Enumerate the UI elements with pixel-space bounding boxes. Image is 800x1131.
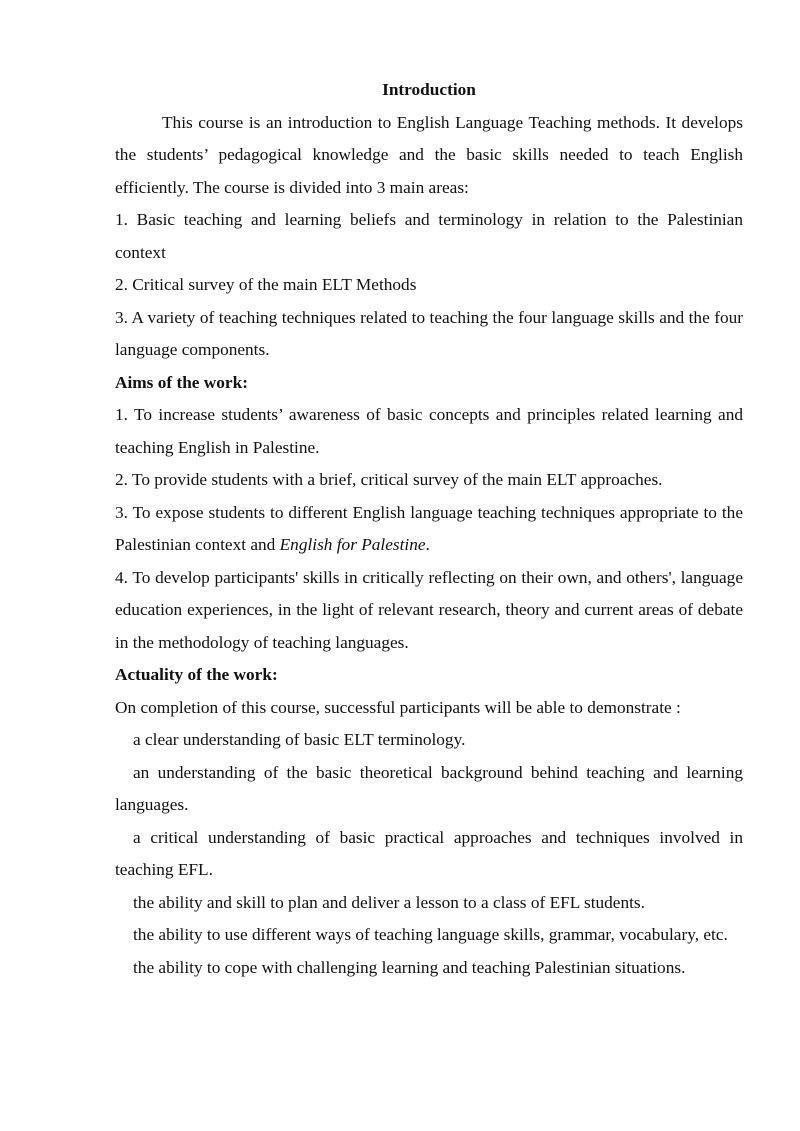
outcome-item-3: a critical understanding of basic practical approaches and techniques involved in teaching EFL.	[115, 827, 743, 879]
outcome-item-2: an understanding of the basic theoretical background behind teaching and learning languages.	[115, 762, 743, 814]
aim-item-4: 4. To develop participants' skills in critically reflecting on their own, and others', language education experiences, in the light of relevant research, theory and current areas of debate in the methodology of teaching languages.	[115, 567, 743, 652]
aim-item-3-book-title: English for Palestine	[279, 535, 426, 554]
area-item-2: 2. Critical survey of the main ELT Methods	[115, 275, 417, 294]
outcome-item-5: the ability to use different ways of teaching language skills, grammar, vocabulary, etc.	[133, 925, 728, 944]
outcome-item-4: the ability and skill to plan and deliver a lesson to a class of EFL students.	[133, 892, 645, 912]
aim-item-3	[115, 497, 743, 562]
area-item-1: 1. Basic teaching and learning beliefs and terminology in relation to the Palestinian context	[115, 210, 743, 262]
section-title-introduction: Introduction	[382, 80, 476, 99]
outcome-item-6: the ability to cope with challenging learning and teaching Palestinian situations.	[133, 957, 686, 977]
document-body	[115, 74, 743, 984]
area-item-3: 3. A variety of teaching techniques related to teaching the four language skills and the four language components.	[115, 307, 743, 359]
aim-item-3-text: 3. To expose students to different English language teaching techniques appropriate to the Palestinian context and	[115, 502, 743, 554]
aim-item-1: 1. To increase students’ awareness of basic concepts and principles related learning and teaching English in Palestine.	[115, 405, 743, 457]
actuality-heading: Actuality of the work:	[115, 665, 278, 684]
intro-paragraph: This course is an introduction to English Language Teaching methods. It develops the students’ pedagogical knowledge and the basic skills needed to teach English efficiently. The course is divided into 3 main areas:	[115, 112, 743, 197]
aim-item-2: 2. To provide students with a brief, critical survey of the main ELT approaches.	[115, 470, 663, 489]
outcome-item-1: a clear understanding of basic ELT terminology.	[133, 730, 466, 749]
actuality-intro: On completion of this course, successful participants will be able to demonstrate :	[115, 697, 681, 717]
aim-item-3-end: .	[425, 535, 430, 554]
aims-heading: Aims of the work:	[115, 372, 248, 392]
